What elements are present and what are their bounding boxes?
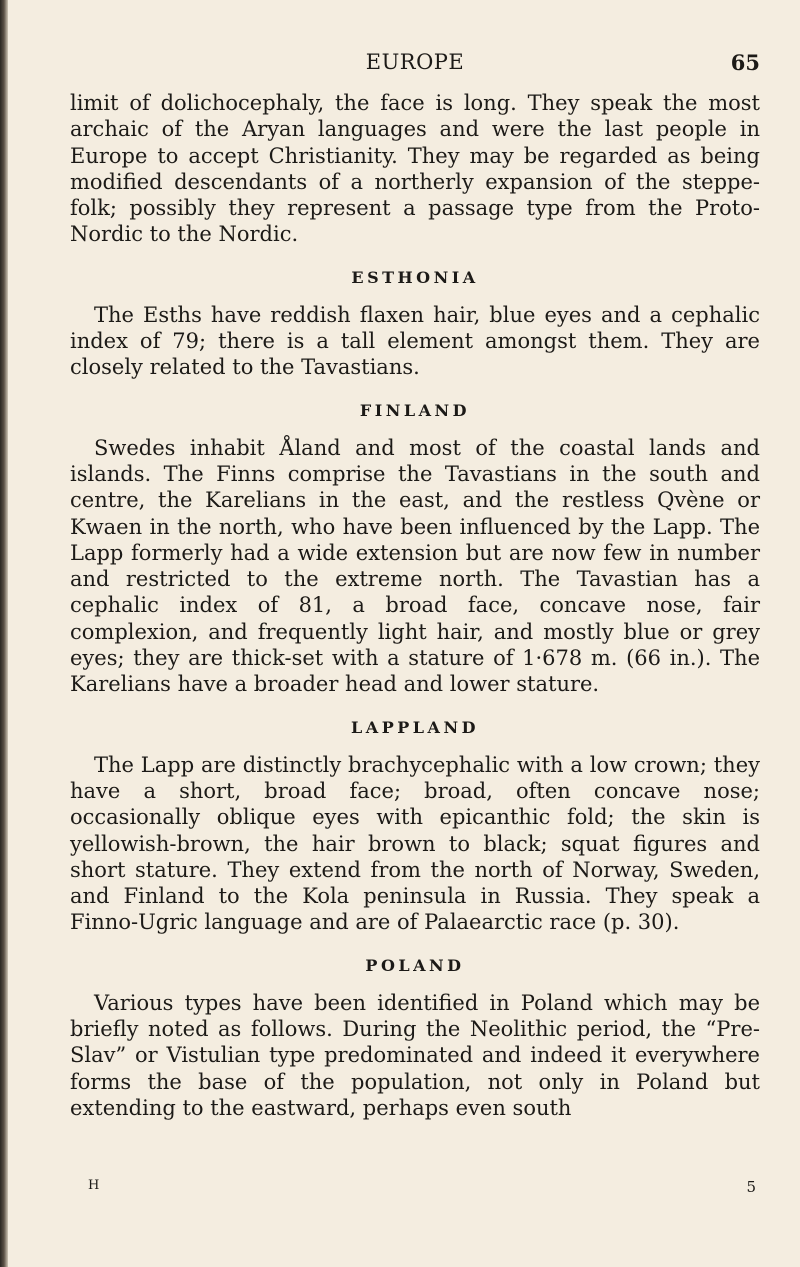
section-heading-esthonia: ESTHONIA: [351, 267, 479, 287]
section-heading-poland: POLAND: [365, 955, 465, 975]
page-number: 65: [730, 50, 760, 75]
page-body: [70, 90, 760, 1121]
page-footer: [70, 1178, 760, 1198]
paragraph-esthonia: The Esths have reddish flaxen hair, blue eyes and a cephalic index of 79; there is a tall element amongst them. They are closely related to the Tavastians.: [70, 302, 760, 380]
paragraph-poland: Various types have been identified in Poland which may be briefly noted as follows. During the Neolithic period, the “Pre-Slav” or Vistulian type predominated and indeed it everywhere forms the base of the population, not only in Poland but extending to the eastward, perhaps even south: [70, 990, 760, 1120]
signature-letter: H: [88, 1178, 100, 1193]
section-heading-finland: FINLAND: [359, 400, 471, 420]
signature-number: 5: [746, 1178, 756, 1196]
paragraph-lappland: The Lapp are distinctly brachycephalic with a low crown; they have a short, broad face; broad, often concave nose; occasionally oblique eyes with epicanthic fold; the skin is yellowish-brown, the hair brown to black; squat figures and short stature. They extend from the north of Norway, Sweden, and Finland to the Kola peninsula in Russia. They speak a Finno-Ugric language and are of Palaearctic race (p. 30).: [70, 752, 760, 935]
paragraph-finland: Swedes inhabit Åland and most of the coastal lands and islands. The Finns comprise the Tavastians in the south and centre, the Karelians in the east, and the restless Qvène or Kwaen in the north, who have been influenced by the Lapp. The Lapp formerly had a wide extension but are now few in number and restricted to the extreme north. The Tavastian has a cephalic index of 81, a broad face, concave nose, fair complexion, and frequently light hair, and mostly blue or grey eyes; they are thick-set with a stature of 1·678 m. (66 in.). The Karelians have a broader head and lower stature.: [70, 435, 760, 697]
running-head-title: EUROPE: [365, 50, 465, 74]
running-head: [70, 50, 760, 78]
paragraph-intro: limit of dolichocephaly, the face is long. They speak the most archaic of the Aryan languages and were the last people in Europe to accept Christianity. They may be regarded as being modified descendants of a northerly expansion of the steppe-folk; possibly they represent a passage type from the Proto-Nordic to the Nordic.: [70, 91, 760, 247]
section-heading-lappland: LAPPLAND: [351, 717, 479, 737]
book-spine-shadow: [0, 0, 8, 1267]
